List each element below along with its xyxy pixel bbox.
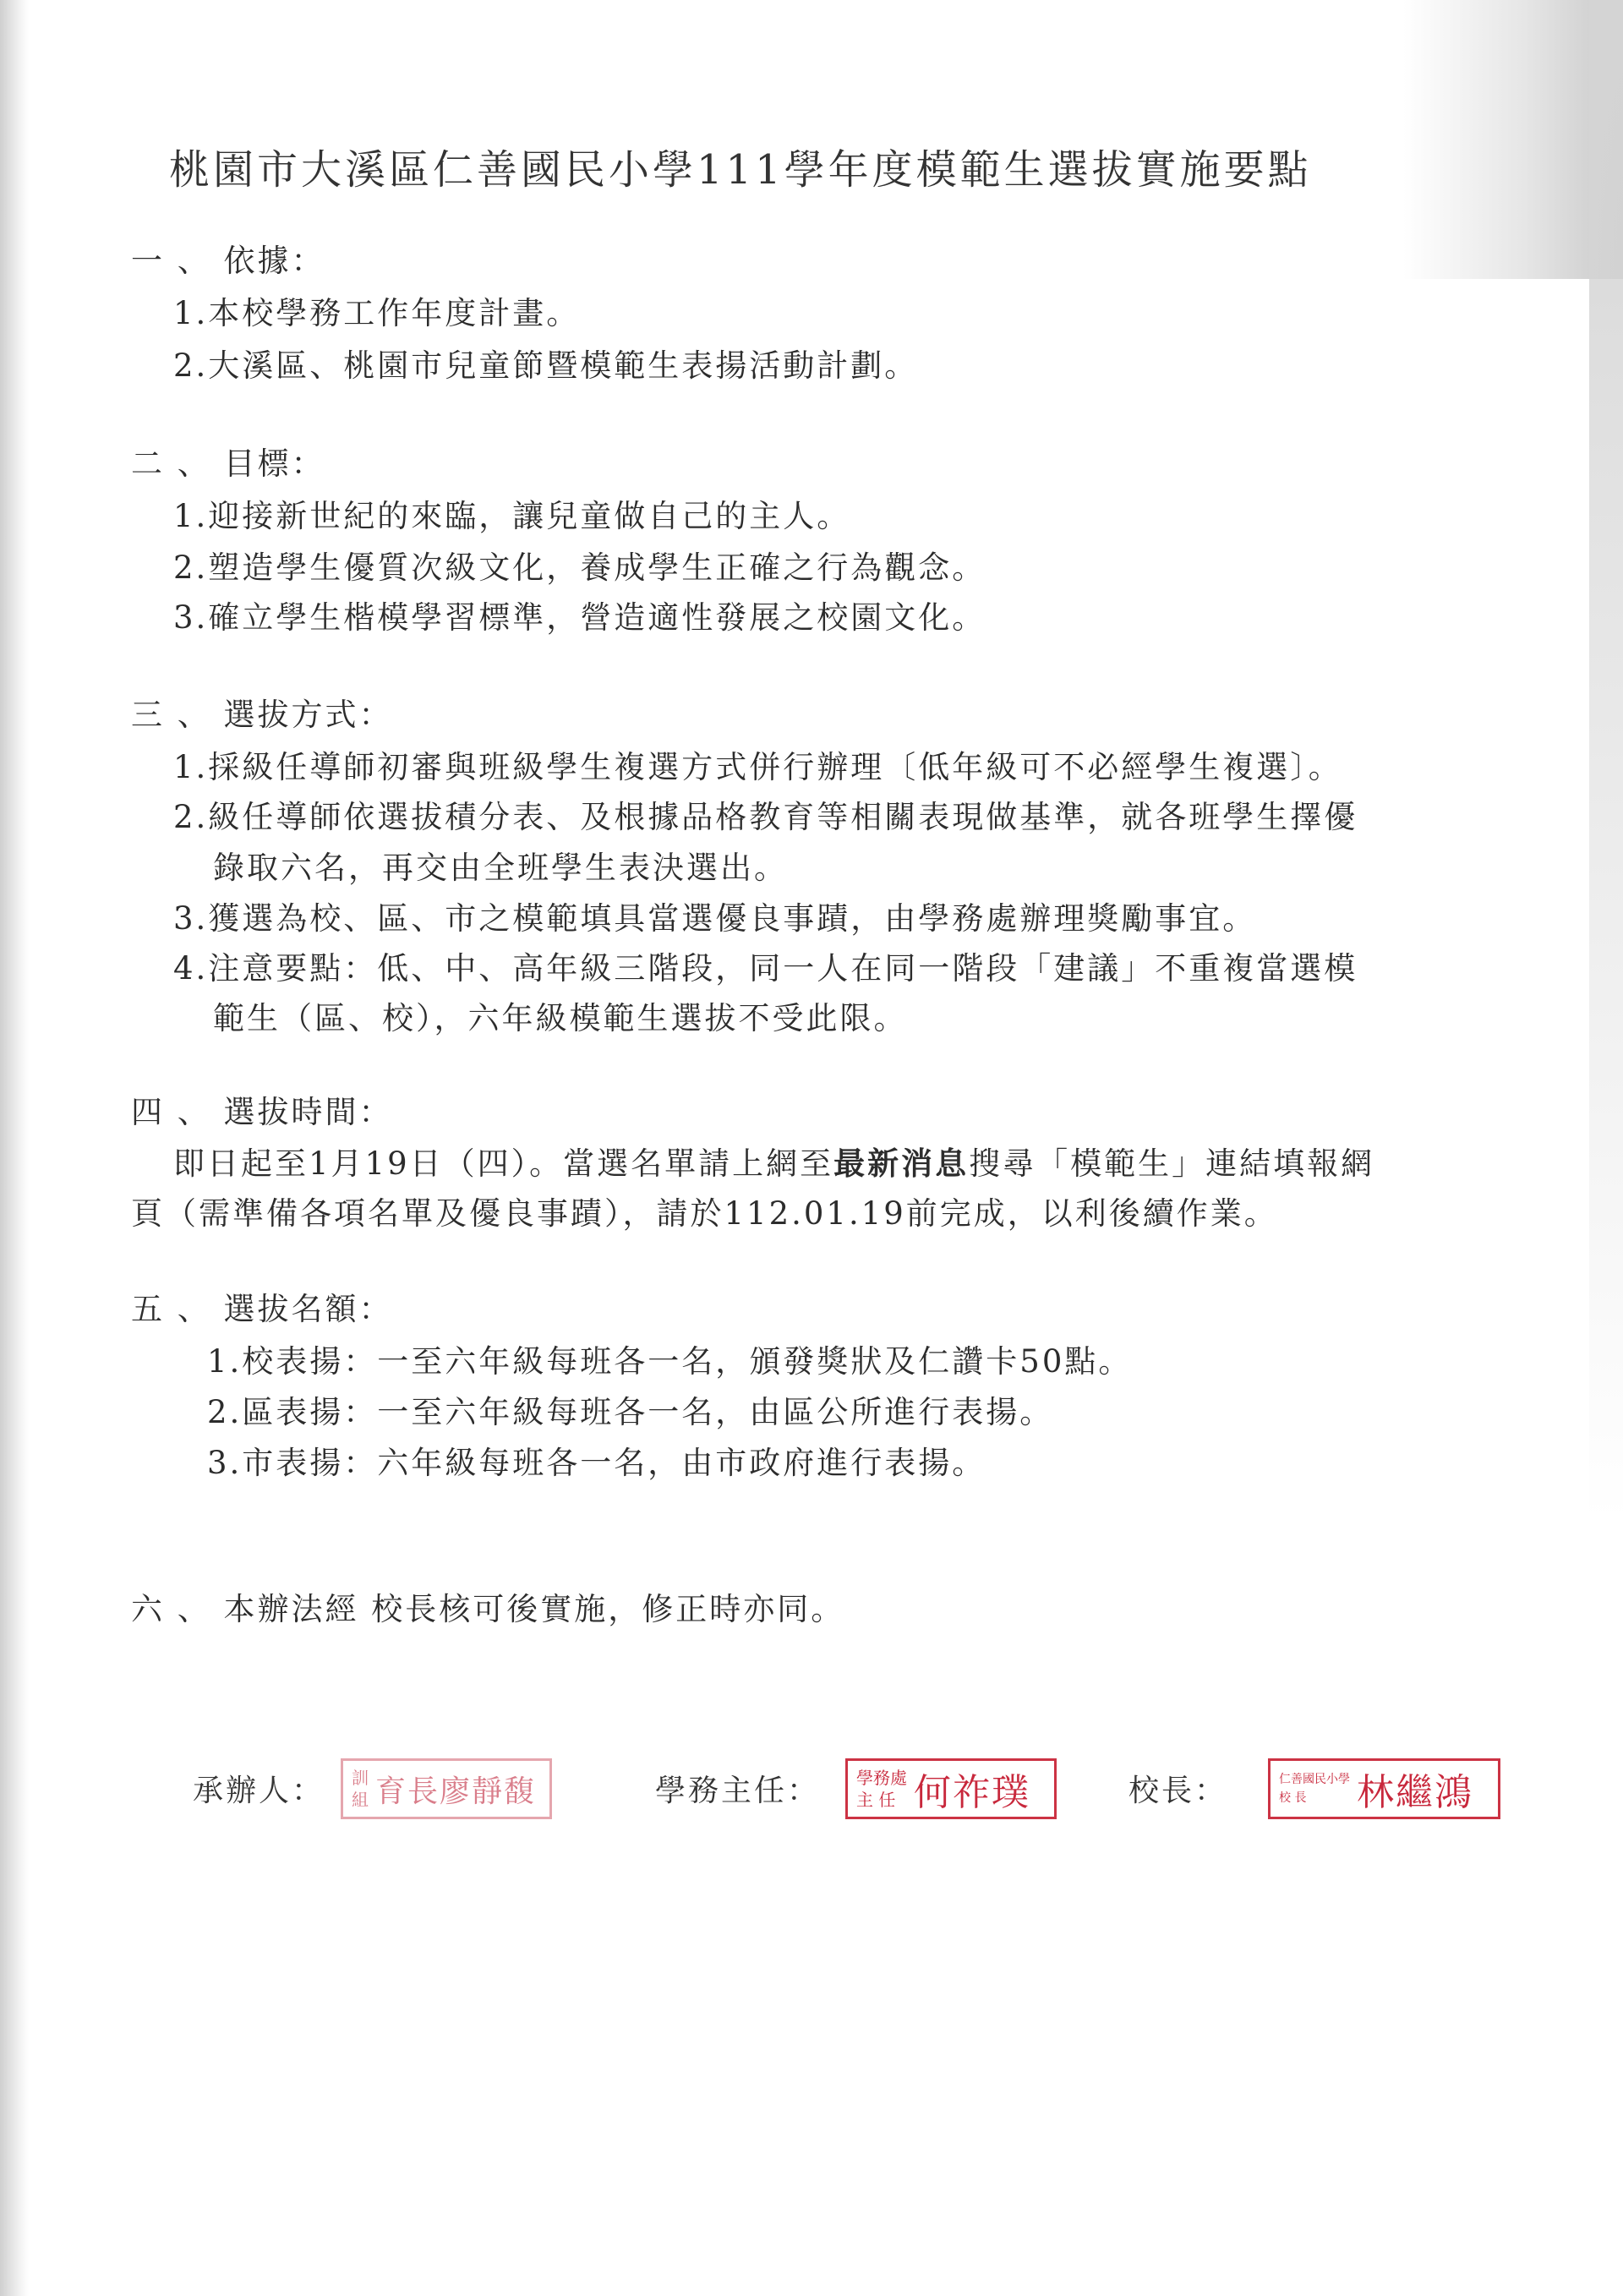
section-4-heading: 四 、 選拔時間： xyxy=(131,1094,393,1130)
section-3-item-3: 3.獲選為校、區、市之模範填具當選優良事蹟，由學務處辦理獎勵事宜。 xyxy=(173,900,1257,937)
section-5-item-3: 3.市表揚：六年級每班各一名，由市政府進行表揚。 xyxy=(207,1445,986,1481)
section-5-heading: 五 、 選拔名額： xyxy=(131,1291,393,1327)
handler-stamp-name: 廖靜馥 xyxy=(440,1774,537,1809)
principal-label: 校長： xyxy=(1128,1774,1228,1808)
document-title: 桃園市大溪區仁善國民小學111學年度模範生選拔實施要點 xyxy=(169,146,1312,194)
section-3-item-4: 4.注意要點：低、中、高年級三階段，同一人在同一階段「建議」不重複當選模 xyxy=(173,950,1358,987)
principal-stamp xyxy=(1268,1758,1500,1819)
handler-stamp-small: 訓 組 xyxy=(352,1768,369,1810)
section-5-item-2: 2.區表揚：一至六年級每班各一名，由區公所進行表揚。 xyxy=(207,1394,1054,1430)
section-3-item-2: 2.級任導師依選拔積分表、及根據品格教育等相關表現做基準，就各班學生擇優 xyxy=(173,799,1358,835)
handler-stamp-title: 育長 xyxy=(375,1774,440,1809)
section-2-heading: 二 、 目標： xyxy=(131,446,325,482)
section-6-heading: 六 、 本辦法經 校長核可後實施，修正時亦同。 xyxy=(131,1591,845,1627)
director-label: 學務主任： xyxy=(655,1774,821,1808)
handler-label: 承辦人： xyxy=(193,1774,325,1808)
section-5-item-1: 1.校表揚：一至六年級每班各一名，頒發獎狀及仁讚卡50點。 xyxy=(207,1343,1133,1380)
director-stamp xyxy=(845,1758,1057,1819)
section-3-heading: 三 、 選拔方式： xyxy=(131,697,393,733)
section-3-item-1: 1.採級任導師初審與班級學生複選方式併行辦理〔低年級可不必經學生複選〕。 xyxy=(173,749,1342,785)
section-4-text-b: 搜尋「模範生」連結填報網 xyxy=(969,1145,1375,1182)
scan-shadow-edge xyxy=(1589,0,1623,1522)
section-2-item-2: 2.塑造學生優質次級文化，養成學生正確之行為觀念。 xyxy=(173,549,986,586)
section-4-text-a: 即日起至1月19日（四）。當選名單請上網至 xyxy=(173,1145,834,1182)
section-4-line-2: 頁（需準備各項名單及優良事蹟），請於112.01.19前完成，以利後續作業。 xyxy=(131,1195,1278,1232)
section-2-item-1: 1.迎接新世紀的來臨，讓兒童做自己的主人。 xyxy=(173,498,851,534)
section-1-item-2: 2.大溪區、桃園市兒童節暨模範生表揚活動計劃。 xyxy=(173,347,919,384)
section-3-item-4-cont: 範生（區、校），六年級模範生選拔不受此限。 xyxy=(213,1000,908,1036)
principal-stamp-name: 林繼鴻 xyxy=(1357,1771,1473,1814)
signature-row xyxy=(0,1758,1623,1843)
handler-stamp xyxy=(341,1758,552,1819)
director-stamp-name: 何祚璞 xyxy=(914,1771,1030,1814)
section-3-item-2-cont: 錄取六名，再交由全班學生表決選出。 xyxy=(213,850,788,886)
section-1-item-1: 1.本校學務工作年度計畫。 xyxy=(173,295,581,331)
principal-stamp-small: 仁善國民小學 校 長 xyxy=(1279,1773,1350,1805)
section-1-heading: 一 、 依據： xyxy=(131,243,325,279)
section-2-item-3: 3.確立學生楷模學習標準，營造適性發展之校園文化。 xyxy=(173,599,986,636)
director-stamp-small: 學務處 主 任 xyxy=(856,1768,907,1810)
section-4-line-1 xyxy=(173,1138,1374,1184)
latest-news-emphasis: 最新消息 xyxy=(833,1145,970,1182)
scan-shadow-left xyxy=(0,0,29,2296)
